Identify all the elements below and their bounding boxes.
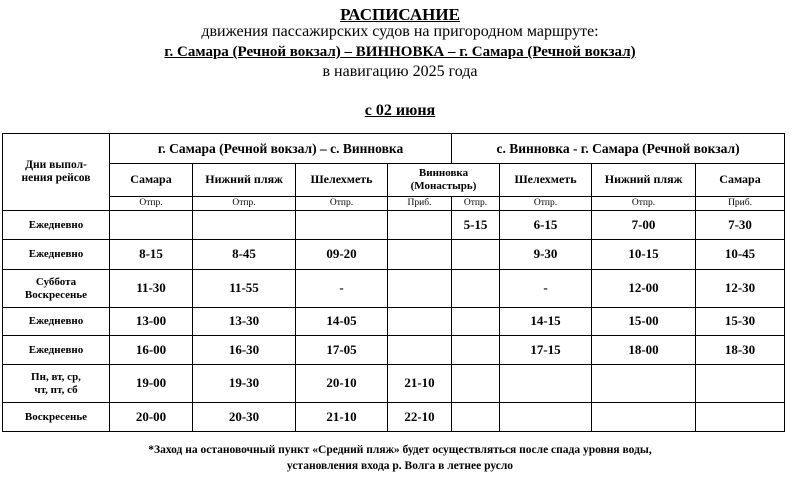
- stop-header: Шелехметь: [500, 164, 592, 197]
- row-day: Воскресенье: [3, 403, 110, 432]
- action-header: Отпр.: [193, 197, 296, 211]
- time-cell: 15-30: [696, 308, 785, 336]
- time-cell: 09-20: [296, 240, 388, 270]
- stop-header: Самара: [696, 164, 785, 197]
- time-cell: 11-55: [193, 270, 296, 308]
- action-header: Приб.: [696, 197, 785, 211]
- row-day: Ежедневно: [3, 308, 110, 336]
- time-cell: 13-00: [110, 308, 193, 336]
- action-header: Отпр.: [500, 197, 592, 211]
- time-cell: [388, 270, 452, 308]
- time-cell: 16-30: [193, 336, 296, 365]
- row-day: Ежедневно: [3, 240, 110, 270]
- time-cell: 18-30: [696, 336, 785, 365]
- time-cell: [452, 403, 500, 432]
- time-cell: -: [500, 270, 592, 308]
- route-name: г. Самара (Речной вокзал) – ВИННОВКА – г. Самара (Речной вокзал): [164, 44, 636, 60]
- time-cell: 19-00: [110, 365, 193, 403]
- table-row: [3, 270, 785, 308]
- time-cell: 9-30: [500, 240, 592, 270]
- action-header: Отпр.: [452, 197, 500, 211]
- time-cell: 5-15: [452, 211, 500, 240]
- time-cell: 20-30: [193, 403, 296, 432]
- time-cell: 10-45: [696, 240, 785, 270]
- table-row: [3, 308, 785, 336]
- time-cell: 15-00: [592, 308, 696, 336]
- action-header-row: [3, 197, 785, 211]
- time-cell: [388, 336, 452, 365]
- navigation-season: в навигацию 2025 года: [322, 63, 478, 80]
- time-cell: 18-00: [592, 336, 696, 365]
- time-cell: [696, 403, 785, 432]
- time-cell: 22-10: [388, 403, 452, 432]
- stop-header: Самара: [110, 164, 193, 197]
- table-row: [3, 240, 785, 270]
- schedule-table: [2, 133, 785, 432]
- stop-header: Нижний пляж: [592, 164, 696, 197]
- time-cell: [500, 403, 592, 432]
- time-cell: 20-10: [296, 365, 388, 403]
- action-header: Отпр.: [592, 197, 696, 211]
- schedule-title: РАСПИСАНИЕ: [340, 5, 460, 24]
- stop-header: Нижний пляж: [193, 164, 296, 197]
- time-cell: 14-15: [500, 308, 592, 336]
- table-row: [3, 403, 785, 432]
- action-header: Приб.: [388, 197, 452, 211]
- time-cell: [452, 336, 500, 365]
- action-header: Отпр.: [110, 197, 193, 211]
- time-cell: [696, 365, 785, 403]
- table-row: [3, 365, 785, 403]
- effective-date: с 02 июня: [364, 102, 436, 119]
- time-cell: [452, 365, 500, 403]
- time-cell: 8-45: [193, 240, 296, 270]
- time-cell: [592, 365, 696, 403]
- time-cell: [592, 403, 696, 432]
- time-cell: 17-15: [500, 336, 592, 365]
- footnote-line-2: установления входа р. Волга в летнее русло: [286, 460, 514, 472]
- direction-header-row: [3, 134, 785, 164]
- stops-header-row: [3, 164, 785, 197]
- time-cell: 8-15: [110, 240, 193, 270]
- row-day: Пн, вт, ср, чт, пт, сб: [3, 365, 110, 403]
- time-cell: [388, 240, 452, 270]
- table-row: [3, 211, 785, 240]
- time-cell: [193, 211, 296, 240]
- time-cell: [452, 270, 500, 308]
- schedule-subtitle: движения пассажирских судов на пригородном маршруте:: [201, 23, 599, 40]
- row-day: Ежедневно: [3, 211, 110, 240]
- time-cell: 16-00: [110, 336, 193, 365]
- time-cell: [388, 308, 452, 336]
- time-cell: 6-15: [500, 211, 592, 240]
- time-cell: 20-00: [110, 403, 193, 432]
- days-column-header: Дни выпол- нения рейсов: [3, 134, 110, 211]
- time-cell: [452, 240, 500, 270]
- direction-header-outbound: г. Самара (Речной вокзал) – с. Винновка: [110, 134, 452, 164]
- time-cell: 12-00: [592, 270, 696, 308]
- time-cell: 21-10: [388, 365, 452, 403]
- time-cell: [110, 211, 193, 240]
- time-cell: 7-30: [696, 211, 785, 240]
- time-cell: 14-05: [296, 308, 388, 336]
- time-cell: [452, 308, 500, 336]
- time-cell: 12-30: [696, 270, 785, 308]
- stop-header: Шелехметь: [296, 164, 388, 197]
- row-day: Ежедневно: [3, 336, 110, 365]
- time-cell: 13-30: [193, 308, 296, 336]
- direction-header-return: с. Винновка - г. Самара (Речной вокзал): [452, 134, 785, 164]
- action-header: Отпр.: [296, 197, 388, 211]
- stop-header-vinnovka: Винновка (Монастырь): [388, 164, 500, 197]
- time-cell: 10-15: [592, 240, 696, 270]
- time-cell: 19-30: [193, 365, 296, 403]
- footnote-line-1: *Заход на остановочный пункт «Средний пляж» будет осуществляться после спада уровня воды,: [148, 444, 652, 456]
- time-cell: [500, 365, 592, 403]
- time-cell: 17-05: [296, 336, 388, 365]
- time-cell: -: [296, 270, 388, 308]
- time-cell: 21-10: [296, 403, 388, 432]
- time-cell: [388, 211, 452, 240]
- time-cell: 7-00: [592, 211, 696, 240]
- row-day: Суббота Воскресенье: [3, 270, 110, 308]
- table-row: [3, 336, 785, 365]
- time-cell: 11-30: [110, 270, 193, 308]
- time-cell: [296, 211, 388, 240]
